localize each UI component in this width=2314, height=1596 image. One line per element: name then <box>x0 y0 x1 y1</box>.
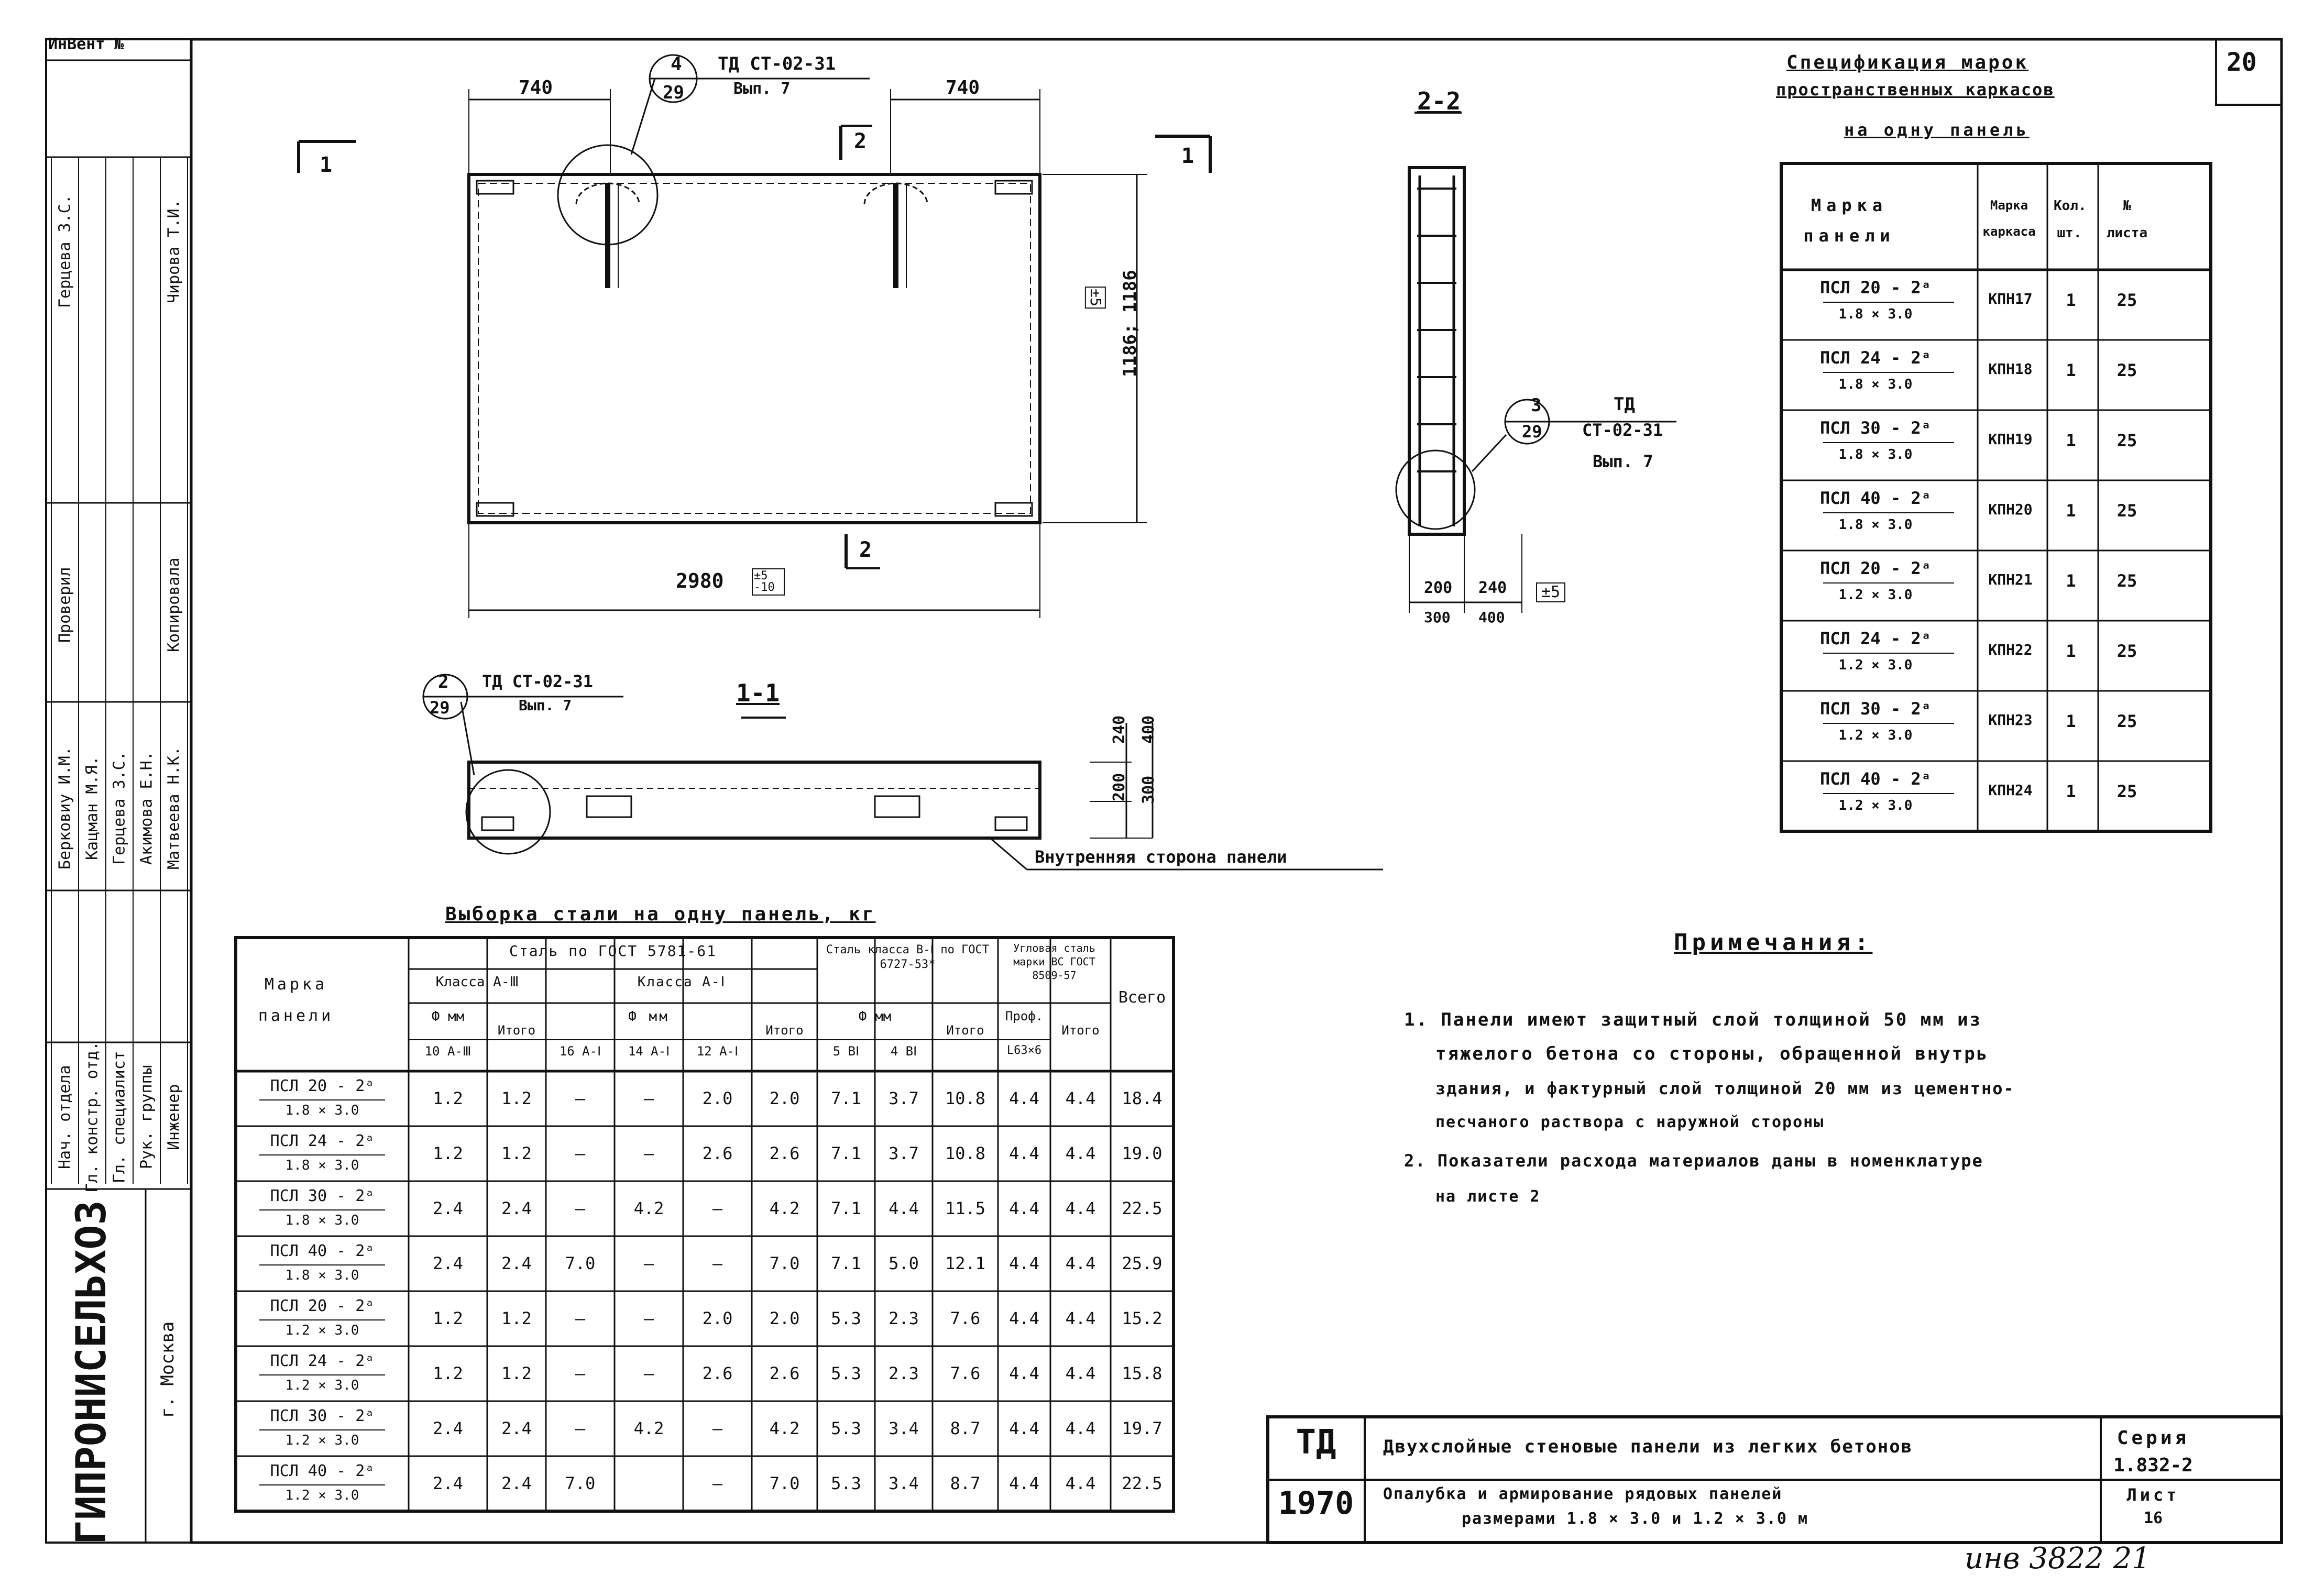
note-1-line-4: песчаного раствора с наружной стороны <box>1435 1113 1825 1131</box>
steel-cell: 1.2 <box>433 1088 463 1108</box>
steel-cell: — <box>643 1363 654 1383</box>
steel-row-panel: ПСЛ 40 - 2ᵃ <box>270 1242 375 1260</box>
spec-row-frame: КПН24 <box>1988 782 2033 799</box>
s22-dim-400: 400 <box>1478 609 1505 626</box>
plan-callout-number: 4 <box>671 53 682 75</box>
steel-row-size: 1.8 × 3.0 <box>285 1268 359 1283</box>
steel-cell: — <box>712 1198 723 1218</box>
spec-row-panel: ПСЛ 30 - 2ᵃ <box>1820 699 1931 719</box>
steel-cell: 10.8 <box>945 1088 986 1108</box>
steel-cell: 19.0 <box>1122 1143 1163 1163</box>
role-5: Инженер <box>164 1084 183 1150</box>
steel-cell: — <box>575 1088 586 1108</box>
steel-cell: 4.4 <box>1065 1198 1096 1218</box>
steel-cell: 7.1 <box>831 1198 861 1218</box>
steel-cell: — <box>643 1088 654 1108</box>
spec-row-panel: ПСЛ 20 - 2ᵃ <box>1820 558 1931 578</box>
spec-header-sheet: № листа <box>2106 198 2148 241</box>
s11-callout-ref2: Вып. 7 <box>519 697 572 714</box>
steel-h-phi-a1: Ф мм <box>628 1009 670 1025</box>
steel-cell: 5.3 <box>831 1363 861 1383</box>
steel-cell: 2.4 <box>433 1253 463 1273</box>
steel-h-itogo-angle: Итого <box>1061 1023 1100 1038</box>
s22-callout-number: 3 <box>1531 395 1542 416</box>
spec-row-panel: ПСЛ 24 - 2ᵃ <box>1820 348 1931 368</box>
spec-title-2: пространственных каркасов <box>1776 80 2055 100</box>
spec-row-sheet: 25 <box>2116 782 2137 801</box>
sheet-value: 16 <box>2143 1509 2163 1527</box>
spec-row-panel: ПСЛ 40 - 2ᵃ <box>1820 488 1931 508</box>
steel-cell: — <box>712 1418 723 1438</box>
plan-dim-left: 740 <box>519 77 553 98</box>
steel-cell: 10.8 <box>945 1143 986 1163</box>
steel-cell: 2.6 <box>702 1143 733 1163</box>
steel-cell: 5.3 <box>831 1473 861 1493</box>
spec-title-3: на одну панель <box>1844 120 2030 140</box>
steel-cell: 4.4 <box>1065 1143 1096 1163</box>
inventory-label: ИнВент № <box>48 35 124 53</box>
spec-header-panel: Марка панели <box>1803 195 1895 246</box>
steel-sub-l63: L63×6 <box>1006 1044 1042 1057</box>
steel-cell: 4.4 <box>1009 1418 1039 1438</box>
steel-cell: — <box>575 1308 586 1328</box>
steel-cell: 2.0 <box>769 1088 800 1108</box>
steel-cell: 5.3 <box>831 1418 861 1438</box>
spec-row-qty: 1 <box>2066 571 2076 591</box>
steel-cell: 2.3 <box>889 1363 919 1383</box>
s11-callout-ref: ТД СТ-02-31 <box>482 672 593 691</box>
steel-sub-5b1: 5 ВⅠ <box>832 1044 860 1059</box>
spec-row-qty: 1 <box>2066 360 2076 380</box>
steel-cell: 5.0 <box>889 1253 919 1273</box>
series-value: 1.832-2 <box>2113 1455 2193 1476</box>
role-4: Рук. группы <box>137 1065 156 1169</box>
steel-sub-12a1: 12 А-Ⅰ <box>696 1044 739 1059</box>
spec-header-frame: Марка каркаса <box>1982 198 2036 239</box>
title-line-3: размерами 1.8 × 3.0 и 1.2 × 3.0 м <box>1462 1510 1809 1528</box>
steel-h-prof: Проф. <box>1005 1009 1044 1023</box>
handwritten-inventory: инв 3822 21 <box>1965 1542 2151 1576</box>
steel-cell: 3.7 <box>889 1143 919 1163</box>
plan-dim-bottom-tolerance: ±5 -10 <box>752 568 785 596</box>
steel-cell: 7.0 <box>769 1253 800 1273</box>
steel-row-size: 1.2 × 3.0 <box>285 1433 359 1448</box>
inner-side-label: Внутренняя сторона панели <box>1035 847 1287 867</box>
spec-row-panel: ПСЛ 24 - 2ᵃ <box>1820 629 1931 648</box>
s11-dim-240: 240 <box>1110 715 1128 744</box>
spec-row-frame: КПН18 <box>1988 360 2033 378</box>
steel-sub-10a3: 10 А-Ⅲ <box>424 1044 471 1059</box>
spec-row-sheet: 25 <box>2116 501 2137 521</box>
steel-row-panel: ПСЛ 40 - 2ᵃ <box>270 1462 375 1480</box>
steel-h-itogo-a1: Итого <box>765 1023 804 1038</box>
steel-cell: 2.4 <box>501 1198 532 1218</box>
steel-sub-16a1: 16 А-Ⅰ <box>559 1044 601 1059</box>
s22-tolerance: ±5 <box>1536 582 1565 602</box>
steel-cell: 15.2 <box>1122 1308 1163 1328</box>
steel-row-panel: ПСЛ 24 - 2ᵃ <box>270 1352 375 1370</box>
spec-row-frame: КПН23 <box>1988 711 2033 729</box>
steel-cell: 4.4 <box>1065 1473 1096 1493</box>
title-line-1: Двухслойные стеновые панели из легких бетонов <box>1383 1436 1913 1457</box>
steel-sub-4b1: 4 ВⅠ <box>890 1044 917 1059</box>
steel-cell: 11.5 <box>945 1198 986 1218</box>
steel-cell: 7.1 <box>831 1088 861 1108</box>
steel-cell: 4.4 <box>889 1198 919 1218</box>
steel-cell: 4.4 <box>1065 1418 1096 1438</box>
steel-cell: 2.6 <box>702 1363 733 1383</box>
s22-callout-ref: ТД <box>1614 394 1635 415</box>
spec-row-qty: 1 <box>2066 501 2076 521</box>
steel-cell: — <box>575 1363 586 1383</box>
s22-dim-300: 300 <box>1424 609 1451 626</box>
spec-row-sheet: 25 <box>2116 360 2137 380</box>
title-year: 1970 <box>1278 1485 1354 1522</box>
spec-row-size: 1.2 × 3.0 <box>1838 657 1913 673</box>
steel-cell: 3.7 <box>889 1088 919 1108</box>
spec-header-qty: Кол. шт. <box>2054 198 2087 241</box>
steel-cell: 2.6 <box>769 1363 800 1383</box>
spec-row-frame: КПН21 <box>1988 571 2033 588</box>
section-1-1-label: 1-1 <box>736 679 780 707</box>
steel-cell: — <box>575 1418 586 1438</box>
steel-row-size: 1.2 × 3.0 <box>285 1488 359 1503</box>
spec-row-size: 1.2 × 3.0 <box>1838 728 1913 743</box>
steel-cell: — <box>575 1198 586 1218</box>
role-1: Нач. отдела <box>56 1065 74 1169</box>
steel-cell: 7.1 <box>831 1143 861 1163</box>
org-name: ГИПРОНИСЕЛЬХОЗ <box>68 1200 115 1545</box>
s11-callout-number: 2 <box>438 672 449 692</box>
steel-h-gost2: Сталь класса В-Ⅰ по ГОСТ 6727-53* <box>826 943 990 971</box>
steel-cell: 1.2 <box>433 1143 463 1163</box>
steel-cell: 4.4 <box>1009 1088 1039 1108</box>
note-1-line-3: здания, и фактурный слой толщиной 20 мм из цементно- <box>1435 1078 2015 1098</box>
steel-cell: 4.2 <box>769 1198 800 1218</box>
steel-cell: 8.7 <box>950 1418 981 1438</box>
steel-h-class1: Класса А-Ⅰ <box>637 974 726 990</box>
steel-cell: 4.2 <box>633 1418 664 1438</box>
steel-cell: 4.4 <box>1009 1473 1039 1493</box>
steel-cell: 1.2 <box>501 1143 532 1163</box>
s11-dim-400: 400 <box>1139 715 1158 744</box>
section-mark-2-top: 2 <box>854 129 867 153</box>
spec-row-qty: 1 <box>2066 641 2076 661</box>
s11-dim-300: 300 <box>1139 775 1158 804</box>
steel-row-panel: ПСЛ 30 - 2ᵃ <box>270 1407 375 1425</box>
steel-row-panel: ПСЛ 24 - 2ᵃ <box>270 1132 375 1150</box>
steel-cell: 7.0 <box>565 1473 596 1493</box>
steel-h-gost3: Угловая сталь марки ВС ГОСТ 8509-57 <box>1013 942 1095 982</box>
s22-callout-ref2: СТ-02-31 <box>1582 420 1663 440</box>
steel-cell: 4.4 <box>1009 1143 1039 1163</box>
plan-dim-height: 1186; 1186 <box>1120 270 1140 377</box>
steel-h-itogo-b1: Итого <box>946 1023 984 1038</box>
spec-row-size: 1.8 × 3.0 <box>1838 447 1913 463</box>
steel-cell: 3.4 <box>889 1473 919 1493</box>
notes-title: Примечания: <box>1674 929 1873 956</box>
steel-h-total: Всего <box>1118 988 1166 1007</box>
steel-cell: 8.7 <box>950 1473 981 1493</box>
steel-cell: 2.0 <box>702 1308 733 1328</box>
spec-row-size: 1.2 × 3.0 <box>1838 798 1913 813</box>
steel-cell: — <box>712 1473 723 1493</box>
name-3: Герцева З.С. <box>110 751 129 865</box>
role-3: Гл. специалист <box>110 1051 129 1183</box>
steel-cell: 2.0 <box>702 1088 733 1108</box>
steel-cell: — <box>643 1253 654 1273</box>
plan-dim-right: 740 <box>946 77 980 98</box>
steel-row-size: 1.8 × 3.0 <box>285 1158 359 1173</box>
spec-row-frame: КПН22 <box>1988 641 2033 658</box>
steel-row-size: 1.2 × 3.0 <box>285 1323 359 1338</box>
steel-cell: 4.4 <box>1009 1198 1039 1218</box>
steel-cell: 4.4 <box>1009 1308 1039 1328</box>
steel-cell: 2.4 <box>501 1473 532 1493</box>
steel-row-size: 1.8 × 3.0 <box>285 1213 359 1228</box>
steel-cell: 1.2 <box>501 1088 532 1108</box>
steel-cell: 4.4 <box>1009 1363 1039 1383</box>
steel-cell: 2.0 <box>769 1308 800 1328</box>
note-2-line-1: 2. Показатели расхода материалов даны в номенклатуре <box>1404 1151 1983 1171</box>
title-line-2: Опалубка и армирование рядовых панелей <box>1383 1485 1783 1503</box>
steel-cell: 2.4 <box>433 1198 463 1218</box>
steel-cell: 22.5 <box>1122 1198 1163 1218</box>
steel-cell: 1.2 <box>501 1308 532 1328</box>
note-1-line-2: тяжелого бетона со стороны, обращенной внутрь <box>1435 1043 1989 1064</box>
steel-h-itogo-a3: Итого <box>497 1023 536 1038</box>
s22-callout-sheet: 29 <box>1522 422 1542 442</box>
spec-row-qty: 1 <box>2066 782 2076 801</box>
steel-row-size: 1.8 × 3.0 <box>285 1103 359 1118</box>
note-1-line-1: 1. Панели имеют защитный слой толщиной 50 мм из <box>1404 1009 1982 1030</box>
section-mark-1-right: 1 <box>1181 144 1194 168</box>
steel-cell: 7.1 <box>831 1253 861 1273</box>
steel-row-panel: ПСЛ 30 - 2ᵃ <box>270 1187 375 1205</box>
steel-cell: 4.4 <box>1009 1253 1039 1273</box>
steel-h-class3: Класса А-Ⅲ <box>435 974 519 990</box>
section-2-2-label: 2-2 <box>1417 87 1461 115</box>
name-5: Матвеева Н.К. <box>164 746 183 869</box>
section-mark-1-left: 1 <box>320 153 333 177</box>
steel-cell: 4.2 <box>769 1418 800 1438</box>
s22-dim-240: 240 <box>1478 579 1507 597</box>
steel-cell: 18.4 <box>1122 1088 1163 1108</box>
steel-cell: 2.3 <box>889 1308 919 1328</box>
org-city: г. Москва <box>157 1321 178 1418</box>
series-label: Серия <box>2116 1427 2190 1449</box>
steel-cell: 1.2 <box>433 1363 463 1383</box>
spec-row-sheet: 25 <box>2116 711 2137 731</box>
steel-sub-14a1: 14 А-Ⅰ <box>628 1044 670 1059</box>
steel-h-phi-a3: Ф мм <box>431 1009 465 1025</box>
sheet-label: Лист <box>2126 1485 2180 1505</box>
section-mark-2-bottom: 2 <box>859 538 872 562</box>
plan-callout-ref: ТД СТ-02-31 <box>718 53 836 74</box>
steel-cell: 7.6 <box>950 1308 981 1328</box>
plan-dim-height-tolerance: ±5 <box>1085 287 1106 309</box>
steel-h-gost1: Сталь по ГОСТ 5781-61 <box>509 942 717 960</box>
s22-dim-200: 200 <box>1424 579 1453 597</box>
checked-name: Герцева З.С. <box>56 194 74 309</box>
spec-row-size: 1.8 × 3.0 <box>1838 517 1913 533</box>
steel-row-size: 1.2 × 3.0 <box>285 1378 359 1393</box>
spec-row-sheet: 25 <box>2116 290 2137 310</box>
copied-label: Копировала <box>164 557 183 653</box>
steel-row-panel: ПСЛ 20 - 2ᵃ <box>270 1077 375 1095</box>
plan-callout-ref2: Вып. 7 <box>733 80 791 98</box>
name-4: Акимова Е.Н. <box>137 751 156 865</box>
spec-row-sheet: 25 <box>2116 571 2137 591</box>
sheet-number-top: 20 <box>2227 48 2257 77</box>
s22-callout-ref3: Вып. 7 <box>1593 452 1653 471</box>
spec-row-frame: КПН19 <box>1988 431 2033 448</box>
steel-cell: 2.4 <box>433 1473 463 1493</box>
steel-cell: 4.4 <box>1065 1088 1096 1108</box>
spec-row-panel: ПСЛ 30 - 2ᵃ <box>1820 418 1931 438</box>
steel-cell: 15.8 <box>1122 1363 1163 1383</box>
steel-cell: 25.9 <box>1122 1253 1163 1273</box>
spec-row-panel: ПСЛ 20 - 2ᵃ <box>1820 278 1931 298</box>
steel-cell: 4.4 <box>1065 1363 1096 1383</box>
steel-cell: 1.2 <box>501 1363 532 1383</box>
steel-cell: — <box>712 1253 723 1273</box>
steel-cell: 1.2 <box>433 1308 463 1328</box>
steel-cell: 2.4 <box>501 1253 532 1273</box>
steel-title: Выборка стали на одну панель, кг <box>445 904 876 925</box>
steel-cell: 4.4 <box>1065 1253 1096 1273</box>
checked-label: Проверил <box>56 567 74 643</box>
steel-cell: 3.4 <box>889 1418 919 1438</box>
plan-callout-sheet: 29 <box>663 82 684 103</box>
steel-cell: — <box>643 1308 654 1328</box>
plan-dim-bottom: 2980 <box>676 569 724 592</box>
steel-cell: 2.4 <box>433 1418 463 1438</box>
spec-row-panel: ПСЛ 40 - 2ᵃ <box>1820 769 1931 789</box>
steel-cell: 7.6 <box>950 1363 981 1383</box>
steel-h-phi-b1: Ф мм <box>858 1009 892 1025</box>
name-2: Кацман М.Я. <box>83 756 102 860</box>
spec-row-qty: 1 <box>2066 290 2076 310</box>
spec-row-frame: КПН17 <box>1988 290 2033 307</box>
name-1: Берковиу И.М. <box>56 746 74 869</box>
role-2: Гл. констр. отд. <box>83 1041 102 1193</box>
spec-row-qty: 1 <box>2066 431 2076 450</box>
s11-dim-200: 200 <box>1110 773 1128 801</box>
steel-cell: — <box>643 1143 654 1163</box>
s11-callout-sheet: 29 <box>430 698 450 718</box>
note-2-line-2: на листе 2 <box>1435 1187 1541 1206</box>
steel-cell: — <box>575 1143 586 1163</box>
steel-h-mark: Марка панели <box>258 975 334 1025</box>
steel-cell: 22.5 <box>1122 1473 1163 1493</box>
spec-row-sheet: 25 <box>2116 641 2137 661</box>
steel-cell: 7.0 <box>565 1253 596 1273</box>
steel-cell: 12.1 <box>945 1253 986 1273</box>
steel-cell: 4.4 <box>1065 1308 1096 1328</box>
steel-cell: 2.6 <box>769 1143 800 1163</box>
spec-row-size: 1.2 × 3.0 <box>1838 587 1913 603</box>
spec-title-1: Спецификация марок <box>1786 52 2029 73</box>
steel-cell: 19.7 <box>1122 1418 1163 1438</box>
steel-cell: 2.4 <box>501 1418 532 1438</box>
spec-row-qty: 1 <box>2066 711 2076 731</box>
spec-row-frame: КПН20 <box>1988 501 2033 518</box>
spec-row-size: 1.8 × 3.0 <box>1838 377 1913 392</box>
steel-cell: 4.2 <box>633 1198 664 1218</box>
title-td: ТД <box>1296 1423 1336 1462</box>
spec-row-size: 1.8 × 3.0 <box>1838 306 1913 322</box>
copied-name: Чирова Т.И. <box>164 199 183 304</box>
steel-cell: 5.3 <box>831 1308 861 1328</box>
steel-row-panel: ПСЛ 20 - 2ᵃ <box>270 1297 375 1315</box>
steel-cell: 7.0 <box>769 1473 800 1493</box>
spec-row-sheet: 25 <box>2116 431 2137 450</box>
